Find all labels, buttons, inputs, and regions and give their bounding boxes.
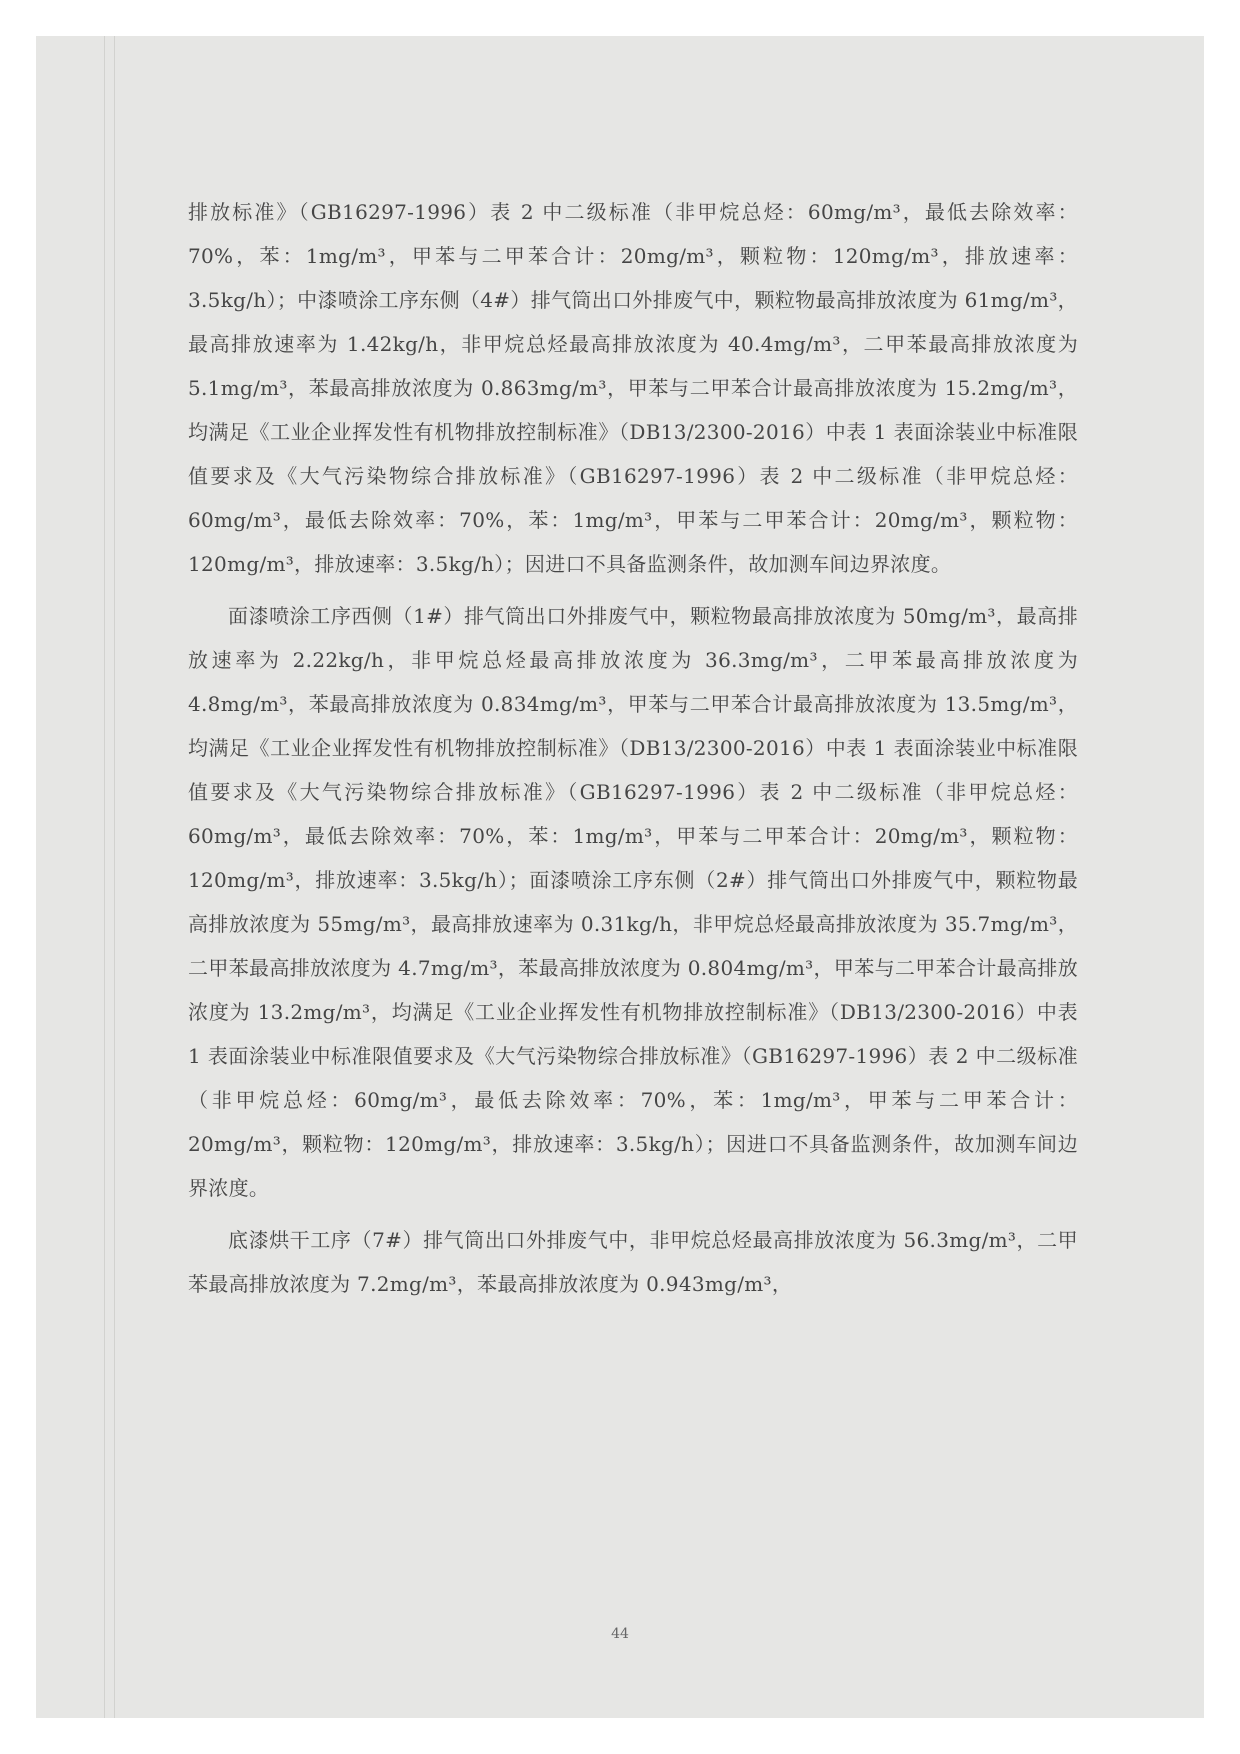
paragraph-continued: 排放标准》（GB16297-1996）表 2 中二级标准（非甲烷总烃：60mg/m³，最低去除效率：70%，苯：1mg/m³，甲苯与二甲苯合计：20mg/m³，颗粒物：120mg/m³，排放速率：3.5kg/h）；中漆喷涂工序东侧（4#）排气筒出口外排废气中，颗粒物最高排放浓度为 61mg/m³，最高排放速率为 1.42kg/h，非甲烷总烃最高排放浓度为 40.4mg/m³，二甲苯最高排放浓度为 5.1mg/m³，苯最高排放浓度为 0.863mg/m³，甲苯与二甲苯合计最高排放浓度为 15.2mg/m³，均满足《工业企业挥发性有机物排放控制标准》（DB13/2300-2016）中表 1 表面涂装业中标准限值要求及《大气污染物综合排放标准》（GB16297-1996）表 2 中二级标准（非甲烷总烃：60mg/m³，最低去除效率：70%，苯：1mg/m³，甲苯与二甲苯合计：20mg/m³，颗粒物：120mg/m³，排放速率：3.5kg/h）；因进口不具备监测条件，故加测车间边界浓度。 bbox=[188, 200, 1078, 576]
page-number: 44 bbox=[611, 1626, 629, 1642]
binding-edge-line bbox=[114, 36, 115, 1718]
paragraph-topcoat-spraying: 面漆喷涂工序西侧（1#）排气筒出口外排废气中，颗粒物最高排放浓度为 50mg/m³，最高排放速率为 2.22kg/h，非甲烷总烃最高排放浓度为 36.3mg/m³，二甲苯最高排放浓度为 4.8mg/m³，苯最高排放浓度为 0.834mg/m³，甲苯与二甲苯合计最高排放浓度为 13.5mg/m³，均满足《工业企业挥发性有机物排放控制标准》（DB13/2300-2016）中表 1 表面涂装业中标准限值要求及《大气污染物综合排放标准》（GB16297-1996）表 2 中二级标准（非甲烷总烃：60mg/m³，最低去除效率：70%，苯：1mg/m³，甲苯与二甲苯合计：20mg/m³，颗粒物：120mg/m³，排放速率：3.5kg/h）；面漆喷涂工序东侧（2#）排气筒出口外排废气中，颗粒物最高排放浓度为 55mg/m³，最高排放速率为 0.31kg/h，非甲烷总烃最高排放浓度为 35.7mg/m³，二甲苯最高排放浓度为 4.7mg/m³，苯最高排放浓度为 0.804mg/m³，甲苯与二甲苯合计最高排放浓度为 13.2mg/m³，均满足《工业企业挥发性有机物排放控制标准》（DB13/2300-2016）中表 1 表面涂装业中标准限值要求及《大气污染物综合排放标准》（GB16297-1996）表 2 中二级标准（非甲烷总烃：60mg/m³，最低去除效率：70%，苯：1mg/m³，甲苯与二甲苯合计：20mg/m³，颗粒物：120mg/m³，排放速率：3.5kg/h）；因进口不具备监测条件，故加测车间边界浓度。 bbox=[188, 604, 1078, 1200]
scanned-page bbox=[36, 36, 1204, 1718]
paragraph-primer-drying: 底漆烘干工序（7#）排气筒出口外排废气中，非甲烷总烃最高排放浓度为 56.3mg/m³，二甲苯最高排放浓度为 7.2mg/m³，苯最高排放浓度为 0.943mg/m³， bbox=[188, 1228, 1078, 1296]
binding-edge-line bbox=[104, 36, 105, 1718]
body-text bbox=[188, 190, 1078, 1314]
